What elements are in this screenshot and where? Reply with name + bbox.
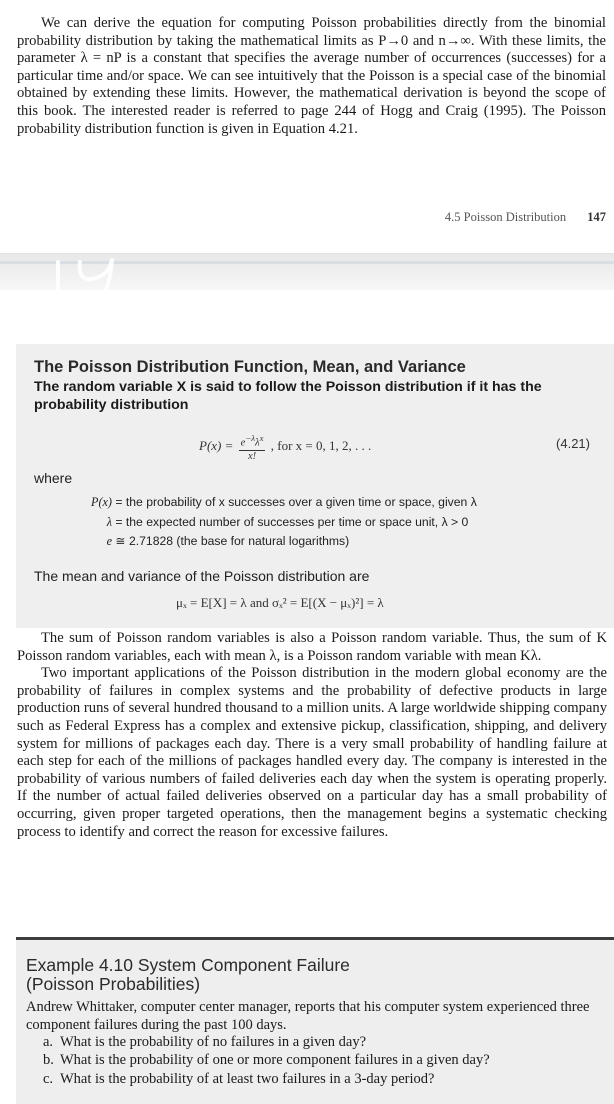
- definition-box: [16, 344, 614, 628]
- page-number: 147: [587, 210, 606, 224]
- intro-section: [17, 15, 606, 138]
- example-question: [43, 1033, 603, 1051]
- definition-row: [76, 532, 596, 552]
- question-text: What is the probability of no failures in a given day?: [60, 1034, 367, 1050]
- definition-row: [76, 513, 596, 533]
- equation-fraction: [239, 432, 266, 463]
- example-question-list: [43, 1033, 603, 1088]
- fraction-numerator: $e^{-\lambda}\lambda^x$: [240, 433, 264, 449]
- definition-list: [76, 493, 596, 552]
- definition-text: = the expected number of successes per time or space unit, λ > 0: [115, 514, 469, 529]
- poisson-equation: [199, 432, 371, 463]
- question-letter: c.: [43, 1070, 54, 1087]
- definition-box-title: The Poisson Distribution Function, Mean, and Variance: [34, 358, 466, 376]
- definition-text: ≅ 2.71828 (the base for natural logarithms): [115, 534, 350, 548]
- mean-variance-intro: The mean and variance of the Poisson distribution are: [34, 568, 370, 584]
- question-letter: b.: [43, 1052, 54, 1069]
- running-head: [0, 210, 606, 225]
- question-text: What is the probability of one or more component failures in a given day?: [60, 1052, 490, 1069]
- body-section: [17, 630, 607, 841]
- running-head-title: 4.5 Poisson Distribution: [444, 210, 567, 224]
- example-box: [16, 940, 614, 1104]
- body-paragraph-2: Two important applications of the Poisson distribution in the modern global economy are the probability of failures in complex systems and the probability of defective products in large production runs of several hundred thousand to a million units. A large worldwide shipping company such as Federal Express has a complex and extensive pickup, classification, shipping, and delivery system for millions of packages each day. There is a very small probability of handling failure at each step for each of the millions of packages handled every day. The company is interested in the probability of various numbers of failed deliveries each day when the system is operating properly. If the number of actual failed deliveries observed on a particular day has a small probability of occurring, given proper targeted operations, then the management begins a systematic checking process to identify and correct the reason for excessive failures.: [17, 665, 607, 840]
- example-question: [43, 1051, 603, 1069]
- question-letter: a.: [43, 1034, 54, 1050]
- question-text: What is the probability of at least two failures in a 3-day period?: [60, 1070, 435, 1087]
- example-question: [43, 1070, 603, 1088]
- equation-lhs: P(x) =: [199, 438, 234, 454]
- definition-box-text: The random variable X is said to follow the Poisson distribution if it has the probability distribution: [34, 379, 542, 413]
- example-title-line-2: (Poisson Probabilities): [26, 974, 201, 994]
- definition-symbol: λ: [106, 514, 112, 529]
- definition-text: = the probability of x successes over a given time or space, given λ: [115, 495, 477, 509]
- body-paragraph-1: The sum of Poisson random variables is also a Poisson random variable. Thus, the sum of K Poisson random variables, each with mean λ, is a Poisson random variable with mean Kλ.: [17, 630, 607, 664]
- handwritten-mark-icon: [40, 248, 190, 308]
- fraction-denominator: x!: [247, 450, 257, 462]
- equation-rhs: , for x = 0, 1, 2, . . .: [270, 438, 372, 454]
- example-text: Andrew Whittaker, computer center manager, reports that his computer system experienced three component failures during the past 100 days.: [26, 999, 590, 1033]
- mean-variance-equation: μₓ = E[X] = λ and σₓ² = E[(X − μₓ)²] = λ: [176, 595, 384, 610]
- example-title-line-1: Example 4.10 System Component Failure: [26, 955, 350, 975]
- definition-row: [76, 493, 596, 513]
- where-label: where: [34, 470, 73, 486]
- definition-symbol: e: [106, 534, 112, 548]
- example-title: [26, 956, 350, 994]
- definition-symbol: P(x): [91, 495, 112, 509]
- equation-number: (4.21): [556, 436, 590, 451]
- intro-paragraph: We can derive the equation for computing Poisson probabilities directly from the binomial probability distribution by taking the mathematical limits as P→0 and n→∞. With these limits, the parameter λ = nP is a constant that specifies the average number of occurrences (successes) for a particular time and/or space. We can see intuitively that the Poisson is a special case of the binomial obtained by extending these limits. However, the mathematical derivation is beyond the scope of this book. The interested reader is referred to page 244 of Hogg and Craig (1995). The Poisson probability distribution function is given in Equation 4.21.: [17, 15, 606, 137]
